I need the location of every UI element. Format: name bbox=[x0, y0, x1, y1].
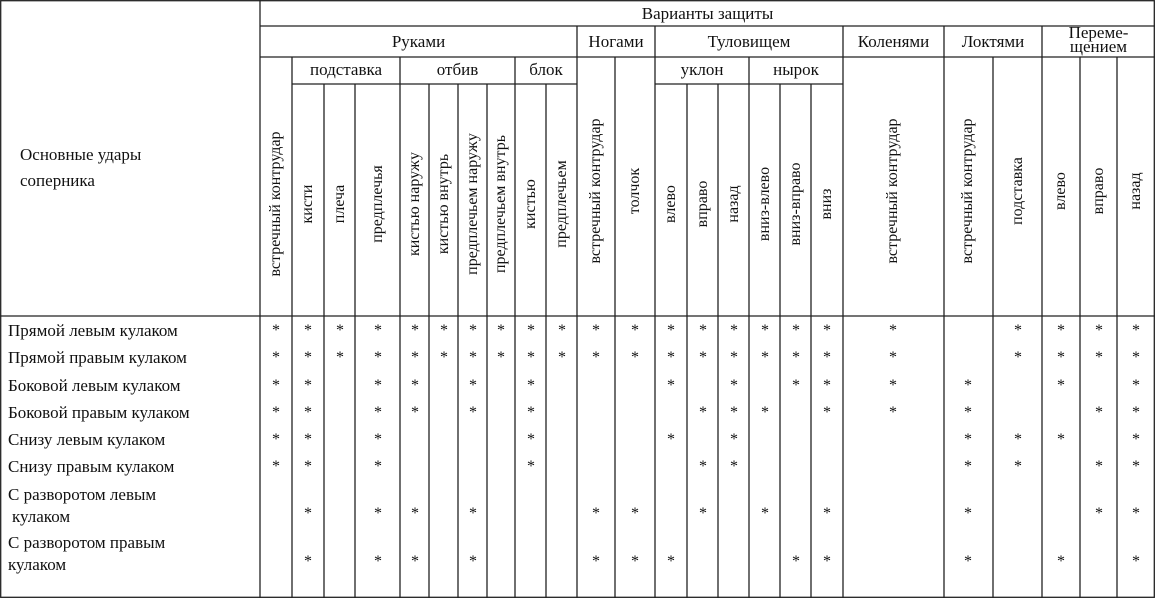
column-header: плеча bbox=[331, 184, 348, 224]
group-torso: Туловищем bbox=[707, 32, 791, 51]
cell-mark: * bbox=[1132, 553, 1140, 570]
cell-mark: * bbox=[631, 505, 639, 522]
cell-mark: * bbox=[272, 458, 280, 475]
subgroup-otbiv: отбив bbox=[436, 60, 479, 79]
row-label: Прямой правым кулаком bbox=[8, 348, 187, 367]
column-header: встречный контрудар bbox=[267, 131, 284, 277]
column-header: назад bbox=[725, 185, 742, 223]
cell-mark: * bbox=[469, 377, 477, 394]
group-elbows: Локтями bbox=[961, 32, 1025, 51]
cell-mark: * bbox=[527, 377, 535, 394]
cell-mark: * bbox=[823, 553, 831, 570]
cell-mark: * bbox=[792, 322, 800, 339]
cell-mark: * bbox=[304, 553, 312, 570]
cell-mark: * bbox=[497, 322, 505, 339]
cell-mark: * bbox=[823, 505, 831, 522]
cell-mark: * bbox=[1132, 458, 1140, 475]
column-header: вниз-влево bbox=[756, 166, 773, 242]
cell-mark: * bbox=[823, 349, 831, 366]
cell-mark: * bbox=[699, 458, 707, 475]
cell-mark: * bbox=[1014, 431, 1022, 448]
cell-mark: * bbox=[889, 377, 897, 394]
subgroup-podstavka: подставка bbox=[309, 60, 383, 79]
subgroup-nyrok: нырок bbox=[773, 60, 819, 79]
row-label: Снизу левым кулаком bbox=[8, 430, 166, 449]
cell-mark: * bbox=[304, 349, 312, 366]
cell-mark: * bbox=[527, 431, 535, 448]
cell-mark: * bbox=[304, 458, 312, 475]
cell-mark: * bbox=[1132, 404, 1140, 421]
column-header: встречный контрудар bbox=[587, 117, 604, 264]
cell-mark: * bbox=[699, 505, 707, 522]
column-header: встречный контрудар bbox=[884, 117, 901, 264]
cell-mark: * bbox=[730, 458, 738, 475]
row-label: кулаком bbox=[8, 555, 67, 574]
cell-mark: * bbox=[558, 322, 566, 339]
cell-mark: * bbox=[1132, 505, 1140, 522]
cell-mark: * bbox=[272, 322, 280, 339]
cell-mark: * bbox=[823, 322, 831, 339]
cell-mark: * bbox=[411, 404, 419, 421]
cell-mark: * bbox=[761, 404, 769, 421]
row-label: Прямой левым кулаком bbox=[8, 321, 178, 340]
cell-mark: * bbox=[1095, 404, 1103, 421]
cell-mark: * bbox=[469, 505, 477, 522]
subgroup-blok: блок bbox=[529, 60, 563, 79]
cell-mark: * bbox=[374, 431, 382, 448]
column-header: вправо bbox=[1090, 167, 1107, 214]
cell-mark: * bbox=[1095, 322, 1103, 339]
cell-mark: * bbox=[374, 404, 382, 421]
column-header: вниз bbox=[818, 188, 835, 220]
group-hands: Руками bbox=[391, 32, 446, 51]
column-header: встречный контрудар bbox=[959, 117, 976, 264]
cell-mark: * bbox=[699, 349, 707, 366]
row-label: С разворотом левым bbox=[8, 485, 157, 504]
corner-label-line2: соперника bbox=[20, 171, 95, 190]
column-header: назад bbox=[1127, 171, 1144, 210]
column-header: предплечьем внутрь bbox=[492, 134, 509, 274]
column-header: подставка bbox=[1009, 156, 1026, 225]
column-header: влево bbox=[662, 185, 679, 223]
cell-mark: * bbox=[964, 553, 972, 570]
cell-mark: * bbox=[964, 431, 972, 448]
cell-mark: * bbox=[1057, 377, 1065, 394]
cell-mark: * bbox=[592, 349, 600, 366]
cell-mark: * bbox=[497, 349, 505, 366]
cell-mark: * bbox=[272, 431, 280, 448]
corner-label-line1: Основные удары bbox=[20, 145, 142, 164]
cell-mark: * bbox=[592, 505, 600, 522]
cell-mark: * bbox=[699, 404, 707, 421]
cell-mark: * bbox=[730, 404, 738, 421]
cell-mark: * bbox=[304, 505, 312, 522]
cell-mark: * bbox=[1057, 322, 1065, 339]
cell-mark: * bbox=[527, 458, 535, 475]
cell-mark: * bbox=[304, 322, 312, 339]
cell-mark: * bbox=[558, 349, 566, 366]
column-header: влево bbox=[1052, 171, 1069, 210]
cell-mark: * bbox=[527, 349, 535, 366]
column-header: кистью bbox=[522, 179, 539, 229]
cell-mark: * bbox=[761, 505, 769, 522]
row-label: Боковой правым кулаком bbox=[8, 403, 190, 422]
cell-mark: * bbox=[440, 322, 448, 339]
cell-mark: * bbox=[374, 349, 382, 366]
cell-mark: * bbox=[1095, 505, 1103, 522]
cell-mark: * bbox=[631, 553, 639, 570]
cell-mark: * bbox=[631, 322, 639, 339]
cell-mark: * bbox=[730, 322, 738, 339]
cell-mark: * bbox=[667, 431, 675, 448]
cell-mark: * bbox=[699, 322, 707, 339]
cell-mark: * bbox=[761, 322, 769, 339]
cell-mark: * bbox=[527, 322, 535, 339]
cell-mark: * bbox=[411, 377, 419, 394]
column-header: вправо bbox=[694, 180, 711, 228]
row-label: Снизу правым кулаком bbox=[8, 457, 175, 476]
column-header: вниз-вправо bbox=[787, 162, 804, 246]
cell-mark: * bbox=[889, 349, 897, 366]
cell-mark: * bbox=[823, 377, 831, 394]
cell-mark: * bbox=[964, 505, 972, 522]
cell-mark: * bbox=[469, 553, 477, 570]
subgroup-uklon: уклон bbox=[680, 60, 724, 79]
cell-mark: * bbox=[1095, 458, 1103, 475]
cell-mark: * bbox=[374, 505, 382, 522]
cell-mark: * bbox=[374, 458, 382, 475]
cell-mark: * bbox=[374, 322, 382, 339]
cell-mark: * bbox=[1014, 458, 1022, 475]
cell-mark: * bbox=[792, 553, 800, 570]
cell-mark: * bbox=[1132, 322, 1140, 339]
column-header: кисти bbox=[299, 184, 316, 224]
row-label: С разворотом правым bbox=[8, 533, 166, 552]
cell-mark: * bbox=[304, 431, 312, 448]
cell-mark: * bbox=[1057, 349, 1065, 366]
cell-mark: * bbox=[304, 404, 312, 421]
cell-mark: * bbox=[667, 553, 675, 570]
cell-mark: * bbox=[469, 404, 477, 421]
row-label: кулаком bbox=[12, 507, 71, 526]
cell-mark: * bbox=[272, 377, 280, 394]
cell-mark: * bbox=[792, 349, 800, 366]
cell-mark: * bbox=[964, 404, 972, 421]
cell-mark: * bbox=[1132, 377, 1140, 394]
group-movement-line2: щением bbox=[1069, 37, 1128, 56]
group-knees: Коленями bbox=[857, 32, 930, 51]
cell-mark: * bbox=[592, 553, 600, 570]
group-movement-line1: Переме- bbox=[1068, 23, 1129, 42]
cell-mark: * bbox=[272, 349, 280, 366]
cell-mark: * bbox=[730, 431, 738, 448]
cell-mark: * bbox=[1132, 431, 1140, 448]
cell-mark: * bbox=[792, 377, 800, 394]
cell-mark: * bbox=[1014, 349, 1022, 366]
row-label: Боковой левым кулаком bbox=[8, 376, 181, 395]
column-header: кистью внутрь bbox=[435, 153, 452, 255]
cell-mark: * bbox=[336, 349, 344, 366]
cell-mark: * bbox=[336, 322, 344, 339]
cell-mark: * bbox=[469, 349, 477, 366]
cell-mark: * bbox=[374, 377, 382, 394]
column-header: предплечья bbox=[369, 165, 386, 243]
cell-mark: * bbox=[1014, 322, 1022, 339]
cell-mark: * bbox=[304, 377, 312, 394]
column-header: предплечьем наружу bbox=[464, 133, 481, 275]
cell-mark: * bbox=[730, 349, 738, 366]
column-header: предплечьем bbox=[553, 160, 570, 248]
cell-mark: * bbox=[631, 349, 639, 366]
cell-mark: * bbox=[823, 404, 831, 421]
cell-mark: * bbox=[469, 322, 477, 339]
table-title: Варианты защиты bbox=[641, 4, 774, 23]
cell-mark: * bbox=[964, 377, 972, 394]
cell-mark: * bbox=[527, 404, 535, 421]
column-header: толчок bbox=[626, 167, 643, 214]
cell-mark: * bbox=[411, 505, 419, 522]
cell-mark: * bbox=[440, 349, 448, 366]
group-legs: Ногами bbox=[588, 32, 644, 51]
cell-mark: * bbox=[761, 349, 769, 366]
cell-mark: * bbox=[667, 349, 675, 366]
cell-mark: * bbox=[1057, 553, 1065, 570]
cell-mark: * bbox=[889, 404, 897, 421]
cell-mark: * bbox=[411, 553, 419, 570]
cell-mark: * bbox=[592, 322, 600, 339]
cell-mark: * bbox=[374, 553, 382, 570]
cell-mark: * bbox=[1057, 431, 1065, 448]
cell-mark: * bbox=[889, 322, 897, 339]
cell-mark: * bbox=[667, 377, 675, 394]
cell-mark: * bbox=[730, 377, 738, 394]
cell-mark: * bbox=[1095, 349, 1103, 366]
cell-mark: * bbox=[411, 349, 419, 366]
cell-mark: * bbox=[964, 458, 972, 475]
column-header: кистью наружу bbox=[406, 152, 423, 256]
cell-mark: * bbox=[411, 322, 419, 339]
cell-mark: * bbox=[272, 404, 280, 421]
cell-mark: * bbox=[1132, 349, 1140, 366]
cell-mark: * bbox=[667, 322, 675, 339]
